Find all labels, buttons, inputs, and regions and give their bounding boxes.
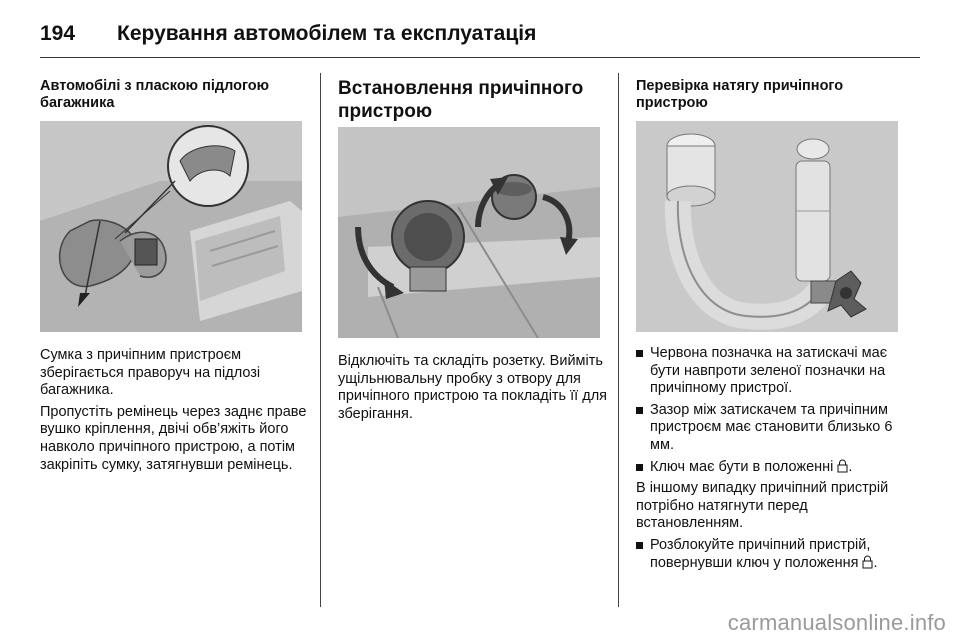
- tension-bullets-a: [636, 345, 908, 476]
- tension-paragraph: В іншому випадку причіпний пристрій потрібно натягнути перед встановленням.: [636, 480, 889, 532]
- trunk-floor-bag-illustration: [40, 121, 302, 332]
- bullet-red-mark: Червона позначка на затискачі має бути навпроти зеленої позначки на причіпному пристрої.: [636, 345, 908, 398]
- towbar-image-svg: [636, 121, 898, 332]
- page-number: 194: [40, 22, 76, 45]
- padlock-closed-icon: [837, 459, 848, 473]
- bullet-gap: Зазор між затискачем та причіпним пристроєм має становити близько 6 мм.: [636, 402, 908, 455]
- trunk-paragraph-1: Сумка з причіпним пристроєм зберігається праворуч на підлозі багажника.: [40, 347, 261, 399]
- column-trunk-storage: [40, 78, 304, 112]
- page-header: [40, 14, 920, 54]
- tow-bar-illustration: [636, 121, 898, 332]
- tension-text: [636, 345, 908, 576]
- socket-fold-illustration: [338, 127, 600, 338]
- padlock-closed-icon: [862, 555, 873, 569]
- install-text: [338, 353, 610, 427]
- trunk-text: [40, 347, 310, 478]
- header-divider: [40, 57, 920, 58]
- section-heading-tension: Перевірка натягу причіпного пристрою: [636, 78, 844, 111]
- watermark: carmanualsonline.info: [727, 610, 946, 635]
- bullet-unlock-text: Розблокуйте причіпний пристрій, повернувши ключ у положення: [650, 536, 871, 571]
- section-heading-trunk: Автомобілі з пласкою підлогою багажника: [40, 78, 270, 111]
- bullet-unlock-end: .: [873, 554, 878, 571]
- column-install: [338, 77, 602, 123]
- bullet-key-end: .: [848, 458, 853, 475]
- bullet-key-text: Ключ має бути в положенні: [650, 458, 834, 475]
- section-heading-install: Встановлення причіпного пристрою: [338, 78, 584, 122]
- tension-bullets-b: [636, 537, 908, 572]
- trunk-paragraph-2: Пропустіть ремінець через заднє праве вушко кріплення, двічі обв’яжіть його навколо причіпного пристрою, а потім закріпіть сумку, затягнувши ремінець.: [40, 403, 307, 473]
- install-paragraph: Відключіть та складіть розетку. Вийміть ущільнювальну пробку з отвору для причіпного пристрою та покладіть її для зберігання.: [338, 353, 608, 422]
- page-title: Керування автомобілем та експлуатація: [117, 22, 537, 45]
- bullet-unlock: [636, 537, 908, 572]
- socket-image-svg: [338, 127, 600, 338]
- bullet-key-position: [636, 459, 908, 477]
- column-divider-2: [618, 73, 619, 607]
- column-check-tension: [636, 78, 902, 112]
- trunk-image-svg: [40, 121, 302, 332]
- column-divider-1: [320, 73, 321, 607]
